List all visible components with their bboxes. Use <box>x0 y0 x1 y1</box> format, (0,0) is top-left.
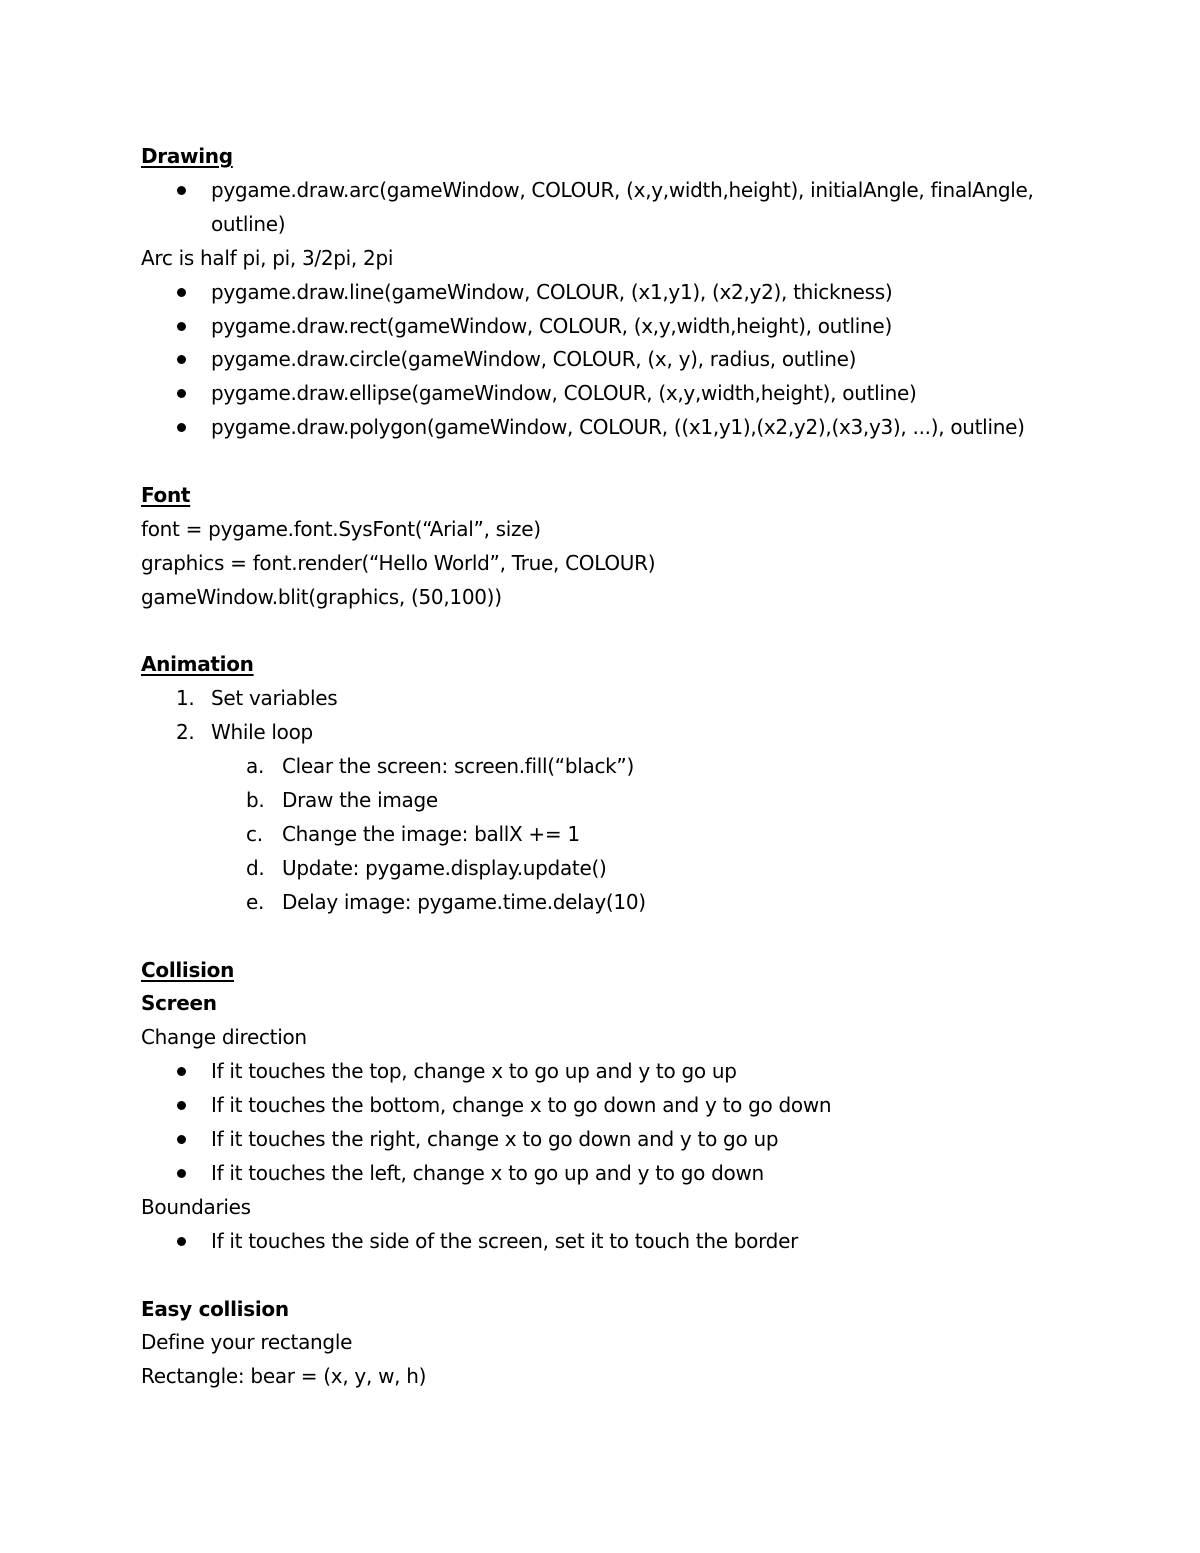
bullet-icon <box>177 423 186 432</box>
list-item <box>141 1123 1061 1157</box>
animation-heading: Animation <box>141 652 254 677</box>
list-marker: 2. <box>176 720 195 745</box>
list-marker: a. <box>246 754 265 779</box>
easy-collision-line: Rectangle: bear = (x, y, w, h) <box>141 1364 427 1389</box>
list-item <box>211 818 1061 852</box>
animation-substeps <box>141 750 1061 920</box>
list-item-text: pygame.draw.circle(gameWindow, COLOUR, (x, y), radius, outline) <box>211 347 857 372</box>
list-marker: c. <box>246 821 263 846</box>
list-item <box>141 411 1061 445</box>
list-marker: b. <box>246 788 265 813</box>
list-item <box>211 750 1061 784</box>
easy-collision-heading: Easy collision <box>141 1296 289 1321</box>
spacer <box>141 920 1061 954</box>
font-code-line: font = pygame.font.SysFont(“Arial”, size) <box>141 516 541 541</box>
animation-steps <box>141 682 1061 750</box>
list-item <box>141 682 1061 716</box>
bullet-icon <box>177 322 186 331</box>
list-marker: 1. <box>176 686 195 711</box>
list-item-text: pygame.draw.arc(gameWindow, COLOUR, (x,y,width,height), initialAngle, finalAngle, outline) <box>211 177 1034 236</box>
list-item <box>141 1157 1061 1191</box>
change-direction-label: Change direction <box>141 1025 307 1050</box>
list-item <box>141 1055 1061 1089</box>
font-code-line: graphics = font.render(“Hello World”, True, COLOUR) <box>141 550 656 575</box>
boundaries-label: Boundaries <box>141 1194 251 1219</box>
list-item-text: Set variables <box>211 686 338 711</box>
direction-bullet-list <box>141 1055 1061 1191</box>
spacer <box>141 1259 1061 1293</box>
list-item <box>141 1089 1061 1123</box>
font-code-line: gameWindow.blit(graphics, (50,100)) <box>141 584 502 609</box>
font-heading: Font <box>141 483 191 508</box>
bullet-icon <box>177 1169 186 1178</box>
list-item-text: If it touches the bottom, change x to go down and y to go down <box>211 1093 832 1118</box>
bullet-icon <box>177 1067 186 1076</box>
drawing-bullet-list <box>141 174 1061 242</box>
list-marker: d. <box>246 855 265 880</box>
list-item-text: Clear the screen: screen.fill(“black”) <box>282 754 634 779</box>
list-item-text: Delay image: pygame.time.delay(10) <box>282 889 646 914</box>
document-page <box>141 140 1061 1394</box>
bullet-icon <box>177 389 186 398</box>
list-item <box>141 716 1061 750</box>
bullet-icon <box>177 186 186 195</box>
list-item <box>211 784 1061 818</box>
spacer <box>141 445 1061 479</box>
list-item <box>141 343 1061 377</box>
boundary-bullet-list <box>141 1225 1061 1259</box>
list-item <box>141 1225 1061 1259</box>
collision-heading: Collision <box>141 957 235 982</box>
list-marker: e. <box>246 889 265 914</box>
drawing-heading: Drawing <box>141 144 233 168</box>
list-item-text: pygame.draw.polygon(gameWindow, COLOUR, ((x1,y1),(x2,y2),(x3,y3), ...), outline) <box>211 415 1025 440</box>
bullet-icon <box>177 355 186 364</box>
bullet-icon <box>177 288 186 297</box>
list-item-text: If it touches the right, change x to go down and y to go up <box>211 1127 779 1152</box>
list-item-text: If it touches the left, change x to go up and y to go down <box>211 1160 764 1185</box>
list-item <box>141 174 1061 242</box>
screen-subheading: Screen <box>141 991 217 1016</box>
bullet-icon <box>177 1135 186 1144</box>
list-item-text: Change the image: ballX += 1 <box>282 821 580 846</box>
list-item-text: While loop <box>211 720 313 745</box>
list-item <box>141 310 1061 344</box>
list-item-text: pygame.draw.rect(gameWindow, COLOUR, (x,y,width,height), outline) <box>211 313 892 338</box>
list-item <box>211 886 1061 920</box>
list-item-text: pygame.draw.ellipse(gameWindow, COLOUR, (x,y,width,height), outline) <box>211 381 917 406</box>
drawing-bullet-list-2 <box>141 276 1061 446</box>
list-item <box>211 852 1061 886</box>
list-item <box>141 276 1061 310</box>
list-item-text: Draw the image <box>282 788 438 813</box>
easy-collision-line: Define your rectangle <box>141 1330 353 1355</box>
list-item-text: Update: pygame.display.update() <box>282 855 607 880</box>
list-item <box>141 377 1061 411</box>
bullet-icon <box>177 1101 186 1110</box>
list-item-text: If it touches the side of the screen, set it to touch the border <box>211 1228 798 1253</box>
list-item-text: pygame.draw.line(gameWindow, COLOUR, (x1,y1), (x2,y2), thickness) <box>211 279 893 304</box>
spacer <box>141 615 1061 649</box>
arc-note: Arc is half pi, pi, 3/2pi, 2pi <box>141 245 394 270</box>
list-item-text: If it touches the top, change x to go up and y to go up <box>211 1059 737 1084</box>
bullet-icon <box>177 1237 186 1246</box>
